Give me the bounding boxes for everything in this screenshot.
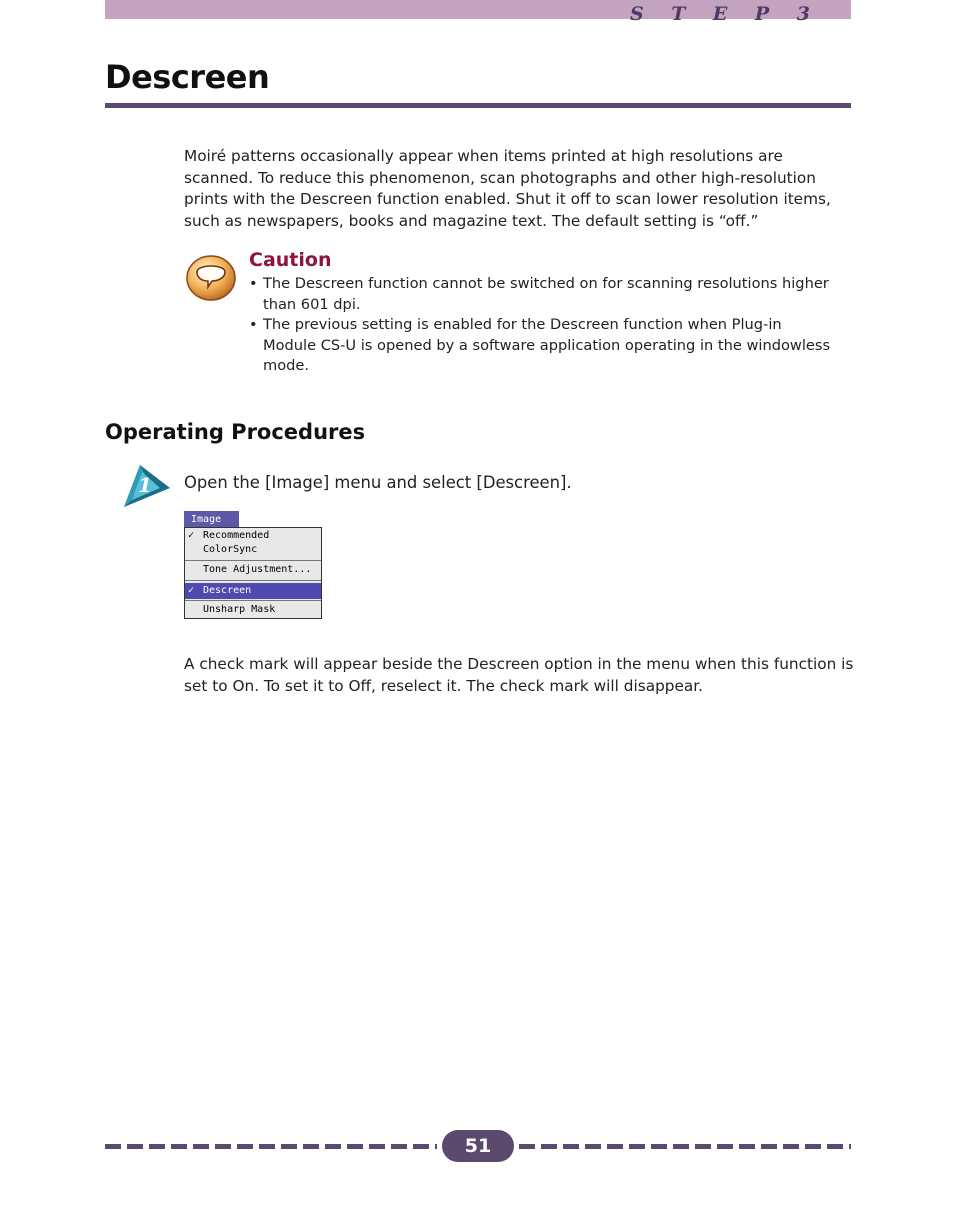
check-icon: ✓ — [188, 585, 195, 596]
bullet: • — [249, 316, 258, 334]
page-title: Descreen — [105, 58, 270, 96]
note-paragraph: A check mark will appear beside the Descreen option in the menu when this function is set to On. To set it to Off, reselect it. The check mark will disappear. — [184, 655, 854, 695]
step-letter: E — [712, 3, 728, 25]
caution-item-text: The Descreen function cannot be switched on for scanning resolutions higher than 601 dpi. — [263, 275, 829, 313]
caution-item — [249, 274, 839, 315]
menu-item-label: Recommended — [203, 530, 270, 541]
caution-heading: Caution — [249, 249, 332, 271]
page-number: 51 — [442, 1130, 514, 1162]
menu-dropdown — [184, 527, 322, 619]
menu-item-label: Unsharp Mask — [203, 604, 276, 615]
menu-item-descreen[interactable] — [185, 583, 321, 599]
section-heading: Operating Procedures — [105, 420, 366, 444]
bullet: • — [249, 275, 258, 292]
check-icon: ✓ — [188, 530, 195, 541]
step-number: 1 — [138, 473, 152, 497]
caution-speech-bubble-icon — [185, 253, 237, 303]
step-letter: T — [671, 3, 686, 25]
menu-item-label: Tone Adjustment... — [203, 564, 312, 575]
step-1-instruction: Open the [Image] menu and select [Descreen]. — [184, 473, 572, 492]
menu-item-unsharp-mask[interactable] — [185, 602, 321, 618]
menu-title[interactable]: Image — [184, 511, 239, 527]
menu-separator — [185, 600, 321, 601]
step-number: 3 — [796, 3, 810, 25]
intro-paragraph: Moiré patterns occasionally appear when items printed at high resolutions are scanned. To reduce this phenomenon, scan photographs and other high-resolution prints with the Descreen function enabled. Shut it off to scan lower resolution items, such as newspapers, books and magazine text. The default setting is “off.” — [184, 147, 831, 230]
step-1-arrow-icon — [120, 462, 172, 510]
menu-separator — [185, 560, 321, 561]
menu-item-tone-adjustment[interactable] — [185, 562, 321, 578]
menu-item-colorsync[interactable] — [185, 542, 321, 558]
caution-item — [249, 315, 839, 377]
caution-item-text: The previous setting is enabled for the Descreen function when Plug-in Module CS-U is opened by a software application operating in the windowless mode. — [263, 316, 831, 375]
footer-dashed-rule-right — [519, 1144, 851, 1149]
step-letter: P — [754, 3, 770, 25]
footer — [105, 1130, 851, 1162]
step-letter: S — [630, 3, 644, 25]
menu-item-label: ColorSync — [203, 544, 258, 555]
footer-dashed-rule-left — [105, 1144, 437, 1149]
menu-separator — [185, 580, 321, 581]
step-label — [630, 3, 810, 25]
menu-item-label: Descreen — [203, 585, 252, 596]
caution-list — [249, 274, 839, 377]
title-underline — [105, 103, 851, 108]
